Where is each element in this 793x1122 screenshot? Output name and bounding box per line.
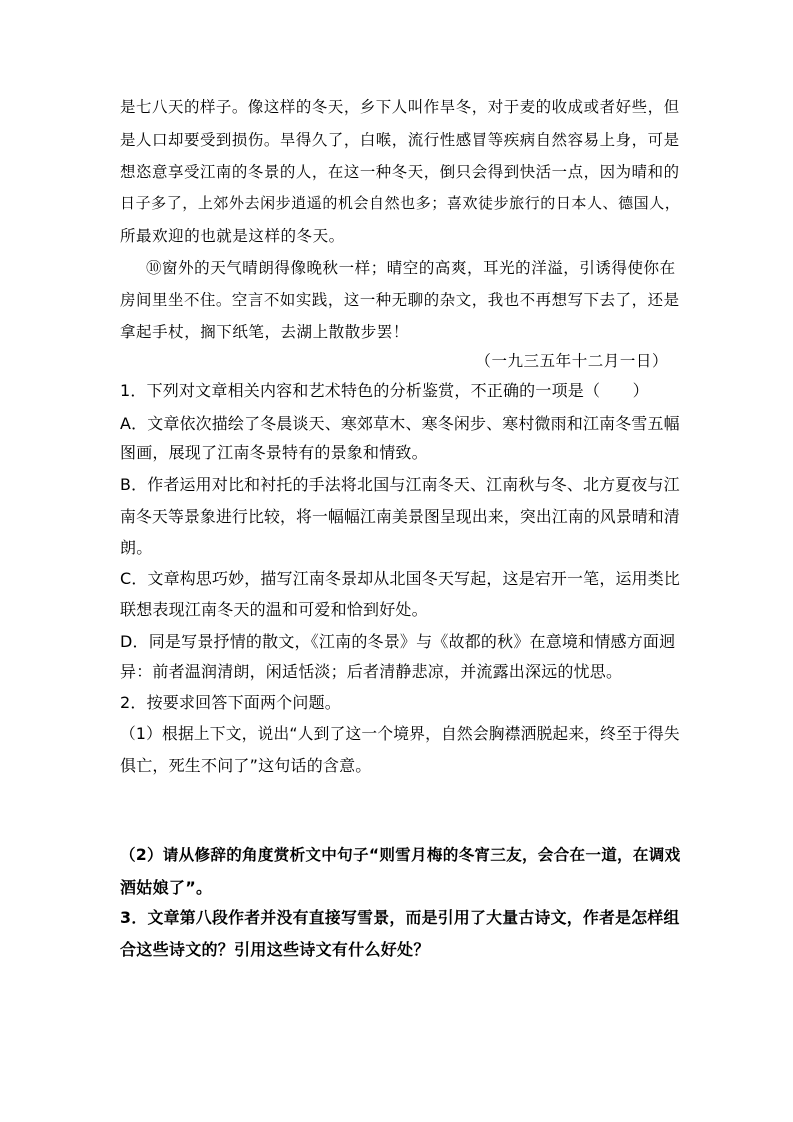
passage-line: ⑩窗外的天气晴朗得像晚秋一样；晴空的高爽，耳光的洋溢，引诱得使你在 [146,259,676,277]
option-c: C．文章构思巧妙，描写江南冬景却从北国冬天写起，这是宕开一笔，运用类比 [120,569,681,588]
question-3: 3．文章第八段作者并没有直接写雪景，而是引用了大量古诗文，作者是怎样组 [120,908,680,927]
passage-line: 所最欢迎的也就是这样的冬天。 [120,227,345,245]
option-d: D．同是写景抒情的散文，《江南的冬景》与《故都的秋》在意境和情感方面迥 [120,632,676,651]
option-c: 联想表现江南冬天的温和可爱和恰到好处。 [120,600,428,619]
option-b: B．作者运用对比和衬托的手法将北国与江南冬天、江南秋与冬、北方夏夜与江 [120,475,680,494]
option-a: A．文章依次描绘了冬晨谈天、寒郊草木、寒冬闲步、寒村微雨和江南冬雪五幅 [120,414,680,433]
question-2-stem: 2．按要求回答下面两个问题。 [120,693,341,712]
option-b: 朗。 [120,538,153,557]
passage-line: 拿起手杖，搁下纸笔，去湖上散散步罢！ [120,323,409,341]
question-2-part-2: 酒姑娘了”。 [120,878,213,897]
question-3: 合这些诗文的？引用这些诗文有什么好处？ [120,940,430,959]
passage-line: 想恣意享受江南的冬景的人，在这一种冬天，倒只会得到快活一点，因为晴和的 [120,163,680,181]
question-1-stem: 1．下列对文章相关内容和艺术特色的分析鉴赏，不正确的一项是（ ） [120,381,649,400]
passage-line: 日子多了，上郊外去闲步逍遥的机会自然也多；喜欢徒步旅行的日本人、德国人， [120,194,681,212]
question-2-part-1: （1）根据上下文，说出“人到了这一个境界，自然会胸襟洒脱起来，终至于得失 [120,724,680,743]
passage-line: 是人口却要受到损伤。旱得久了，白喉，流行性感冒等疾病自然容易上身，可是 [120,131,680,149]
passage-line: 房间里坐不住。空言不如实践，这一种无聊的杂文，我也不再想写下去了，还是 [120,291,680,309]
question-2-part-2: （2）请从修辞的角度赏析文中句子“则雪月梅的冬宵三友，会合在一道，在调戏 [120,846,681,864]
option-b: 南冬天等景象进行比较，将一幅幅江南美景图呈现出来，突出江南的风景晴和清 [120,507,680,526]
option-d: 异：前者温润清朗，闲适恬淡；后者清静悲凉，并流露出深远的忧思。 [120,662,623,681]
passage-date: （一九三五年十二月一日） [475,352,668,370]
passage-line: 是七八天的样子。像这样的冬天，乡下人叫作旱冬，对于麦的收成或者好些，但 [120,98,680,116]
question-2-part-1: 俱亡，死生不问了”这句话的含意。 [120,756,372,775]
option-a: 图画，展现了江南冬景特有的景象和情致。 [120,443,428,462]
